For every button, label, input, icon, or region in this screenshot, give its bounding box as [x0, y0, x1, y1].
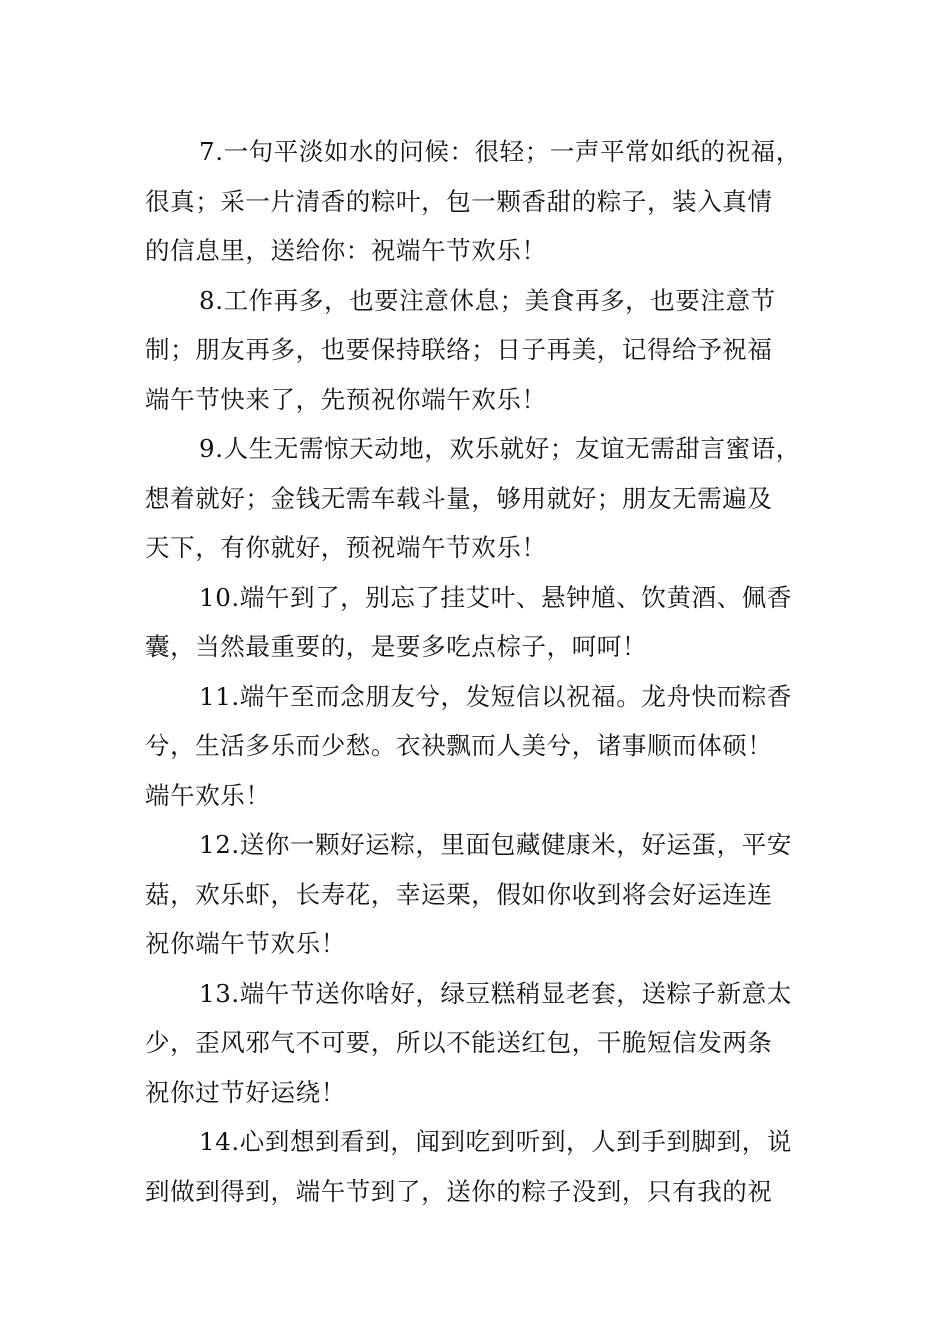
text-line: 7.一句平淡如水的问候：很轻；一声平常如纸的祝福，: [199, 137, 801, 166]
text-line: 天下，有你就好，预祝端午节欢乐！: [145, 533, 547, 562]
text-line: 9.人生无需惊天动地，欢乐就好；友谊无需甜言蜜语，: [199, 434, 801, 463]
text-line: 囊，当然最重要的，是要多吃点棕子，呵呵！: [145, 632, 647, 661]
text-line: 祝你过节好运绕！: [145, 1077, 346, 1107]
text-line: 菇，欢乐虾，长寿花，幸运栗，假如你收到将会好运连连: [145, 879, 773, 909]
paragraph-12: [145, 820, 810, 969]
text-line: 少，歪风邪气不可要，所以不能送红包，干脆短信发两条: [145, 1028, 773, 1057]
paragraph-10: [145, 573, 810, 672]
paragraph-9: [145, 424, 810, 573]
text-line: 祝你端午节欢乐！: [145, 929, 346, 958]
text-line: 制；朋友再多，也要保持联络；日子再美，记得给予祝福: [145, 335, 773, 364]
text-line: 兮，生活多乐而少愁。衣袂飘而人美兮，诸事顺而体硕！: [145, 731, 773, 760]
text-line: 11.端午至而念朋友兮，发短信以祝福。龙舟快而粽香: [199, 681, 792, 711]
paragraph-11: [145, 672, 810, 821]
text-line: 的信息里，送给你：祝端午节欢乐！: [145, 236, 547, 265]
text-line: 14.心到想到看到，闻到吃到听到，人到手到脚到，说: [199, 1127, 792, 1156]
text-line: 10.端午到了，别忘了挂艾叶、悬钟馗、饮黄酒、佩香: [199, 582, 792, 612]
text-line: 12.送你一颗好运粽，里面包藏健康米，好运蛋，平安: [199, 830, 792, 859]
text-line: 端午欢乐！: [145, 780, 271, 810]
paragraph-8: [145, 276, 810, 425]
paragraph-13: [145, 969, 810, 1118]
text-line: 很真；采一片清香的粽叶，包一颗香甜的粽子，装入真情: [145, 186, 773, 216]
paragraph-7: [145, 127, 810, 276]
text-line: 8.工作再多，也要注意休息；美食再多，也要注意节: [199, 285, 776, 315]
text-line: 13.端午节送你啥好，绿豆糕稍显老套，送粽子新意太: [199, 978, 792, 1008]
text-line: 想着就好；金钱无需车载斗量，够用就好；朋友无需遍及: [145, 483, 773, 513]
text-line: 端午节快来了，先预祝你端午欢乐！: [145, 384, 547, 414]
document-body: [145, 127, 810, 1216]
text-line: 到做到得到，端午节到了，送你的粽子没到，只有我的祝: [145, 1176, 773, 1206]
paragraph-14: [145, 1117, 810, 1216]
